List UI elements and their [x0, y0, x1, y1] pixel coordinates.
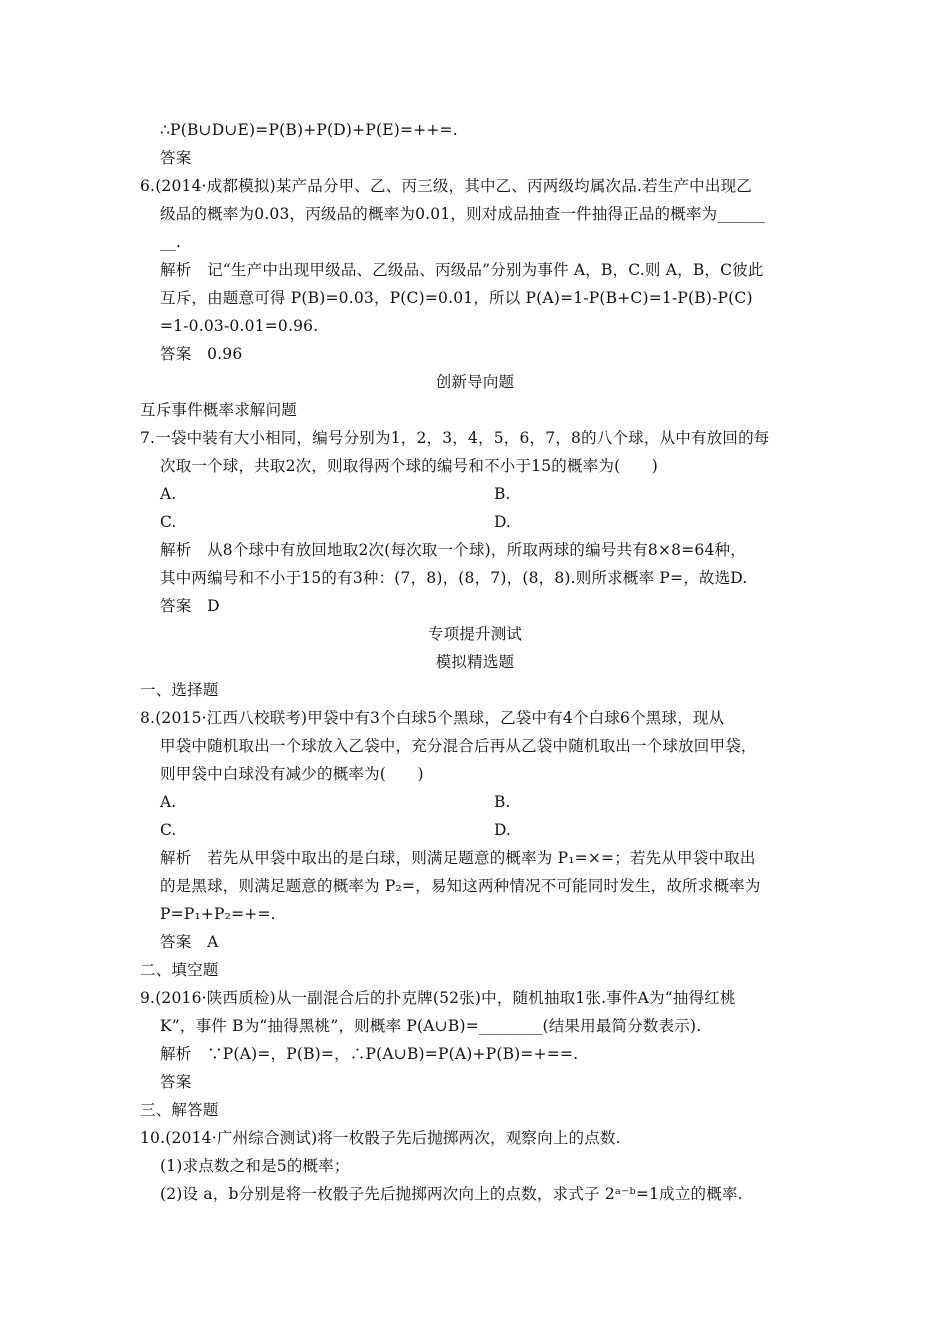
part-heading-choice: 一、选择题 [140, 681, 219, 699]
question-7-option-d: D. [494, 513, 511, 531]
part-heading-solve: 三、解答题 [140, 1101, 219, 1119]
answer-7: 答案 D [160, 597, 220, 615]
answer-8: 答案 A [160, 933, 219, 951]
question-9-line-2: K”，事件 B为“抽得黑桃”，则概率 P(A∪B)=________(结果用最简分数表示). [160, 1017, 702, 1035]
answer-9: 答案 [160, 1073, 192, 1091]
question-6-line-3: __. [160, 233, 182, 251]
solution-9: 解析 ∵P(A)=，P(B)=，∴P(A∪B)=P(A)+P(B)=+==. [160, 1045, 579, 1063]
part-heading-fill: 二、填空题 [140, 961, 219, 979]
question-6-line-1: 6.(2014·成都模拟)某产品分甲、乙、丙三级，其中乙、丙两级均属次品.若生产中出现乙 [140, 177, 752, 195]
section-heading-test: 专项提升测试 [427, 625, 523, 643]
question-8-option-a: A. [160, 793, 177, 811]
solution-8-line-2: 的是黑球，则满足题意的概率为 P₂=，易知这两种情况不可能同时发生，故所求概率为 [160, 877, 761, 895]
question-7-option-a: A. [160, 485, 177, 503]
answer-6: 答案 0.96 [160, 345, 243, 363]
subheading-mutually-exclusive: 互斥事件概率求解问题 [140, 401, 298, 419]
solution-7-line-1: 解析 从8个球中有放回地取2次(每次取一个球)，所取两球的编号共有8×8=64种， [160, 541, 746, 559]
question-7-line-1: 7.一袋中装有大小相同，编号分别为1，2，3，4，5，6，7，8的八个球，从中有放回的每 [140, 429, 770, 447]
solution-6-line-2: 互斥，由题意可得 P(B)=0.03，P(C)=0.01，所以 P(A)=1-P(B+C)=1-P(B)-P(C) [160, 289, 753, 307]
question-6-line-2: 级品的概率为0.03，丙级品的概率为0.01，则对成品抽查一件抽得正品的概率为______ [160, 205, 766, 223]
question-8-line-1: 8.(2015·江西八校联考)甲袋中有3个白球5个黑球，乙袋中有4个白球6个黑球，现从 [140, 709, 725, 727]
question-8-option-c: C. [160, 821, 177, 839]
question-8-line-2: 甲袋中随机取出一个球放入乙袋中，充分混合后再从乙袋中随机取出一个球放回甲袋， [160, 737, 757, 755]
solution-6-line-3: =1-0.03-0.01=0.96. [160, 317, 319, 335]
line-answer-label: 答案 [160, 149, 192, 167]
solution-6-line-1: 解析 记“生产中出现甲级品、乙级品、丙级品”分别为事件 A，B，C.则 A，B，C彼此 [160, 261, 764, 279]
question-8-option-d: D. [494, 821, 511, 839]
section-heading-mock: 模拟精选题 [435, 653, 515, 671]
solution-8-line-3: P=P₁+P₂=+=. [160, 905, 276, 923]
question-7-line-2: 次取一个球，共取2次，则取得两个球的编号和不小于15的概率为( ) [160, 457, 658, 475]
question-7-option-c: C. [160, 513, 177, 531]
line-answer-prev-formula: ∴P(B∪D∪E)=P(B)+P(D)+P(E)=++=. [160, 121, 458, 139]
solution-7-line-2: 其中两编号和不小于15的有3种：(7，8)，(8，7)，(8，8).则所求概率 P=，故选D. [160, 569, 748, 587]
question-7-option-b: B. [494, 485, 511, 503]
question-8-option-b: B. [494, 793, 511, 811]
question-10-part-2: (2)设 a，b分别是将一枚骰子先后抛掷两次向上的点数，求式子 2ᵃ⁻ᵇ=1成立的概率. [160, 1185, 743, 1203]
solution-8-line-1: 解析 若先从甲袋中取出的是白球，则满足题意的概率为 P₁=×=；若先从甲袋中取出 [160, 849, 756, 867]
question-10-line-1: 10.(2014·广州综合测试)将一枚骰子先后抛掷两次，观察向上的点数. [140, 1129, 621, 1147]
question-8-line-3: 则甲袋中白球没有减少的概率为( ) [160, 765, 424, 783]
question-10-part-1: (1)求点数之和是5的概率； [160, 1157, 350, 1175]
question-9-line-1: 9.(2016·陕西质检)从一副混合后的扑克牌(52张)中，随机抽取1张.事件A为“抽得红桃 [140, 989, 736, 1007]
section-heading-innovation: 创新导向题 [435, 373, 515, 391]
